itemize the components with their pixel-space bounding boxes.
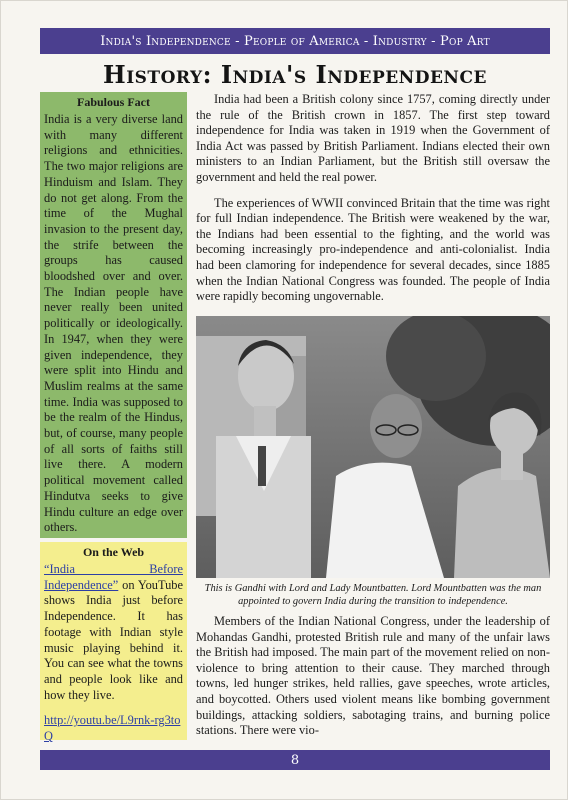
fabulous-fact-text: India is a very diverse land with many different religions and ethnicities. The two major religions are Hinduism and Islam. They do not get along. From the time of the Mughal invasion to the present day, the strife between the groups has caused bloodshed over and over. The Indian people have never really been united politically or ideologically. In 1947, when they were given independence, they were split into Hindu and Muslim realms at the same time. India was supposed to be the realm of the Hindus, but, of course, many people of all sorts of faiths still live there. A modern political movement called Hindutva seeks to give Hindu culture an edge over others. [44, 112, 183, 535]
paragraph-2: The experiences of WWII convinced Britain that the time was right for full Indian independence. The British were weakened by the war, the Indians had been essential to the fighting, and the world was becoming increasingly pro-independence and anti-colonialist. India had been clamoring for independence for several decades, since 1885 when the Indian National Congress was founded. The people of India were rapidly becoming ungovernable. [196, 195, 550, 304]
main-column-top [196, 92, 550, 315]
main-column-bottom [196, 614, 550, 739]
gandhi-mountbatten-photo [196, 316, 550, 578]
youtube-url-link[interactable]: http://youtu.be/L9rnk-rg3toQ [44, 713, 181, 744]
footer-bar [40, 750, 550, 770]
fabulous-fact-heading: Fabulous Fact [76, 95, 150, 109]
page-title: History: India's Independence [103, 60, 487, 89]
page-number: 8 [290, 752, 300, 768]
header-banner [40, 28, 550, 54]
banner-text: India's Independence - People of America - Industry - Pop Art [100, 33, 490, 49]
on-the-web-box [40, 542, 187, 744]
paragraph-1: India had been a British colony since 1757, coming directly under the rule of the British crown in 1857. The first step toward independence for India was taken in 1919 when the Government of India Act was passed by British Parliament. Indians elected their own ministers to an Indian Parliament, but the British still oversaw the government and held the real power. [196, 92, 550, 184]
video-title-link[interactable]: “India Before Independence” [44, 562, 183, 592]
on-the-web-text [44, 562, 183, 703]
on-the-web-heading: On the Web [82, 545, 145, 559]
fabulous-fact-box [40, 92, 187, 538]
on-the-web-description: on YouTube shows India just before Independence. It has footage with Indian style music playing behind it. You can see what the towns and people look like and how they live. [44, 577, 183, 702]
photo-caption: This is Gandhi with Lord and Lady Mountbatten. Lord Mountbatten was the man appointed to govern India during the transition to independence. [204, 583, 542, 607]
paragraph-3: Members of the Indian National Congress, under the leadership of Mohandas Gandhi, protested British rule and many of the unfair laws the British had imposed. The main part of the movement relied on non-violence to bring attention to their cause. They marched through towns, led hunger strikes, held rallies, gave speeches, wrote articles, and boycotted. Others used violent means like bombing government buildings, attacking soldiers, sabotaging trains, and burning police stations. There were vio- [196, 614, 550, 738]
